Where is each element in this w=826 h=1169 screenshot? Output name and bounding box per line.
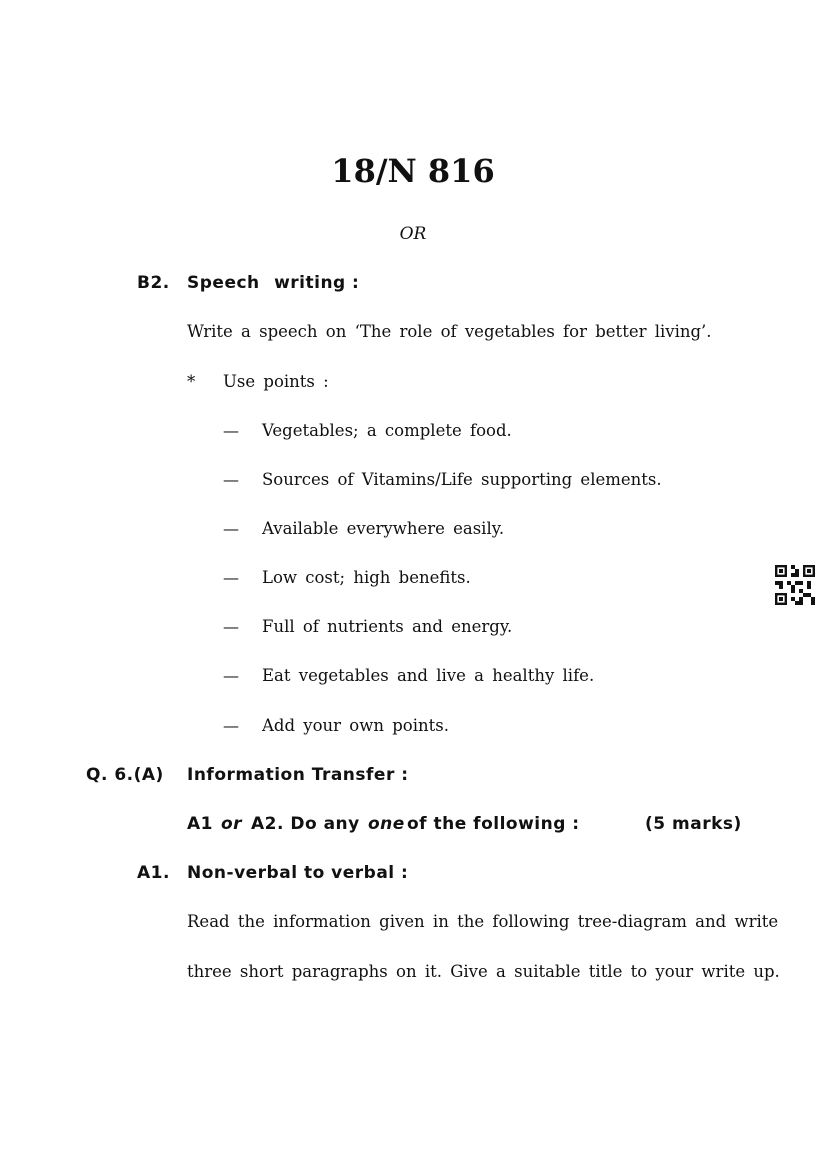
a1-title: Non-verbal to verbal : <box>187 863 409 883</box>
a1-instruction-line2: three short paragraphs on it. Give a suitable title to your write up. <box>187 962 780 981</box>
b2-colon: : <box>352 273 360 293</box>
dash-marker: — <box>223 519 239 538</box>
list-item: Eat vegetables and live a healthy life. <box>262 666 595 685</box>
list-item: Available everywhere easily. <box>262 519 505 538</box>
choice-a: A1 <box>187 814 213 834</box>
marks-label: (5 marks) <box>645 814 742 834</box>
dash-marker: — <box>223 470 239 489</box>
q6-title: Information Transfer : <box>187 765 409 785</box>
or-divider: OR <box>399 224 427 244</box>
dash-marker: — <box>223 666 239 685</box>
page-code: 18/N 816 <box>331 152 495 190</box>
list-item: Add your own points. <box>262 716 449 735</box>
list-item: Full of nutrients and energy. <box>262 617 513 636</box>
list-item: Vegetables; a complete food. <box>262 421 512 440</box>
choice-one: one <box>368 814 405 834</box>
a1-label: A1. <box>137 863 170 883</box>
dash-marker: — <box>223 421 239 440</box>
list-item: Sources of Vitamins/Life supporting elements. <box>262 470 662 489</box>
list-item: Low cost; high benefits. <box>262 568 471 587</box>
a1-instruction-line1: Read the information given in the following tree-diagram and write <box>187 912 779 931</box>
use-points-label: Use points : <box>223 372 329 391</box>
bullet-marker: * <box>187 372 196 391</box>
dash-marker: — <box>223 568 239 587</box>
q6-label: Q. 6.(A) <box>86 765 164 785</box>
dash-marker: — <box>223 716 239 735</box>
choice-b: A2. Do any <box>251 814 360 834</box>
b2-title: Speech writing <box>187 273 346 293</box>
choice-rest: of the following : <box>407 814 580 834</box>
b2-label: B2. <box>137 273 170 293</box>
b2-prompt: Write a speech on ‘The role of vegetables for better living’. <box>187 322 712 341</box>
qr-code-icon <box>775 565 815 605</box>
choice-or: or <box>221 814 243 834</box>
dash-marker: — <box>223 617 239 636</box>
